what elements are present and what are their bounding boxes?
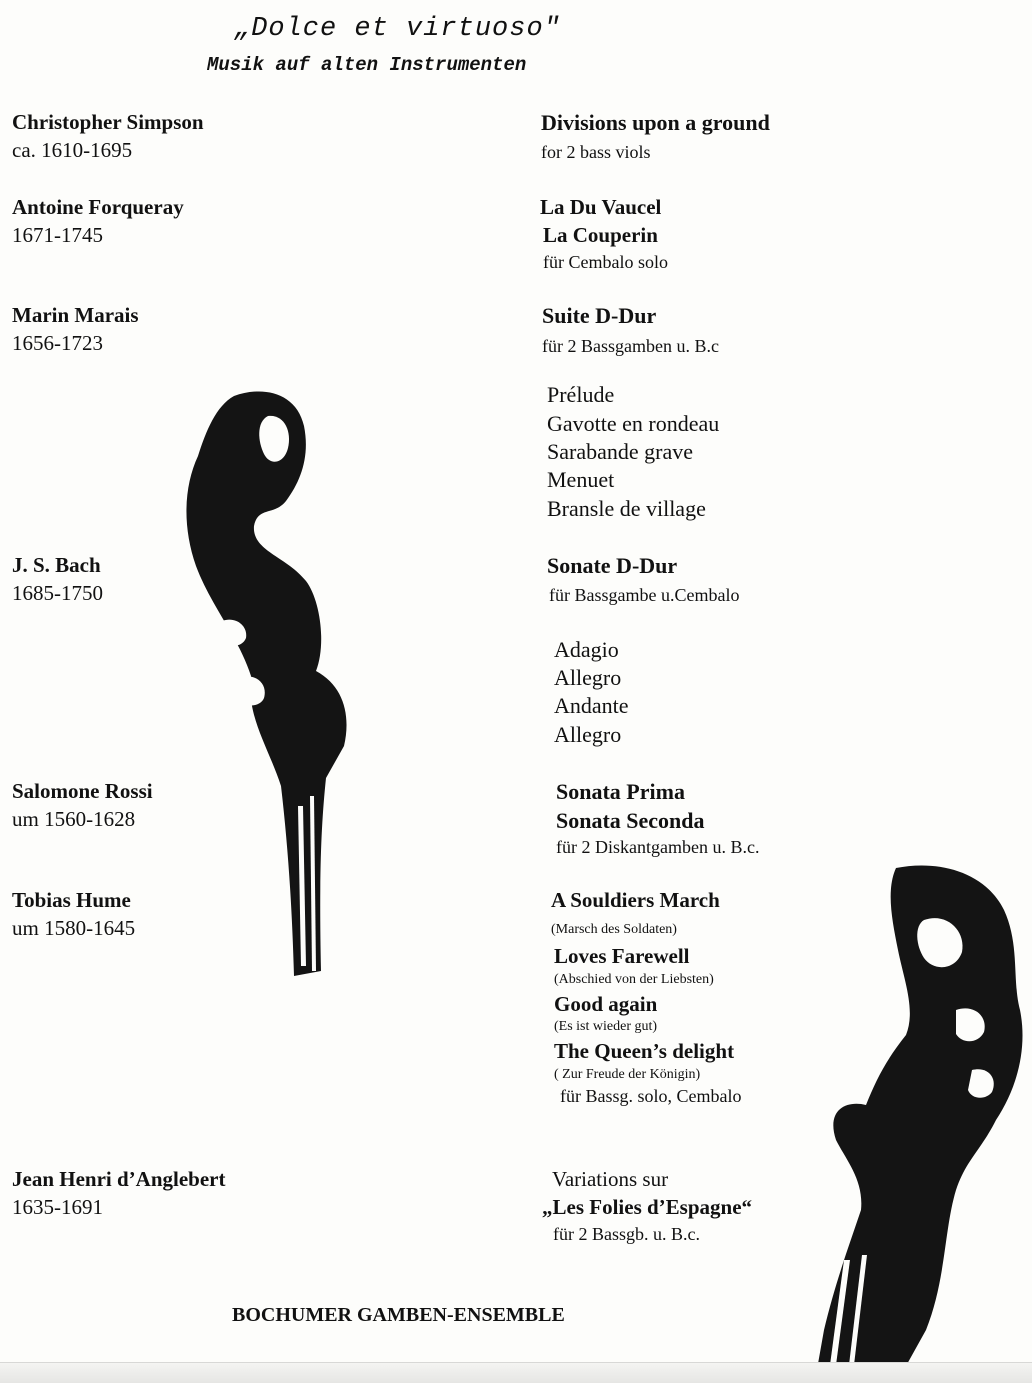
composer-name: Tobias Hume <box>12 888 131 912</box>
composer-dates: 1635-1691 <box>12 1195 103 1219</box>
program-title: „Dolce et virtuoso" <box>234 14 561 44</box>
movement: Allegro <box>554 722 622 747</box>
movement: Prélude <box>547 382 615 407</box>
composer-dates: 1656-1723 <box>12 331 103 355</box>
composer-name: Christopher Simpson <box>12 110 204 134</box>
work-scoring: für Cembalo solo <box>543 252 668 272</box>
work-note: ( Zur Freude der Königin) <box>554 1067 701 1082</box>
work-scoring: für 2 Bassgb. u. B.c. <box>553 1224 700 1244</box>
work-title: Sonate D-Dur <box>547 553 678 578</box>
movement: Sarabande grave <box>547 439 693 464</box>
movement: Andante <box>554 693 629 718</box>
composer-dates: um 1580-1645 <box>12 916 136 940</box>
program-subtitle: Musik auf alten Instrumenten <box>207 54 527 76</box>
work-title: Divisions upon a ground <box>541 110 770 135</box>
work-title: Good again <box>554 992 658 1016</box>
work-scoring: für 2 Diskantgamben u. B.c. <box>556 837 760 857</box>
work-title: Sonata Prima <box>556 779 685 804</box>
work-title: Sonata Seconda <box>556 808 705 833</box>
composer-dates: um 1560-1628 <box>12 807 136 831</box>
work-scoring: for 2 bass viols <box>541 142 651 162</box>
work-title: A Souldiers March <box>551 888 720 912</box>
movement: Adagio <box>554 637 619 662</box>
work-title: „Les Folies d’Espagne“ <box>542 1195 753 1219</box>
paper-fold <box>0 1362 1032 1383</box>
work-intro: Variations sur <box>552 1167 669 1191</box>
composer-dates: 1685-1750 <box>12 581 103 605</box>
work-title: Loves Farewell <box>554 944 690 968</box>
work-title: Suite D-Dur <box>542 303 657 328</box>
composer-dates: 1671-1745 <box>12 223 103 247</box>
viol-scroll-icon <box>806 860 1030 1380</box>
viol-scroll-icon <box>176 386 356 978</box>
composer-name: J. S. Bach <box>12 553 101 577</box>
composer-name: Marin Marais <box>12 303 139 327</box>
work-title: La Du Vaucel <box>540 195 662 219</box>
work-scoring: für Bassgambe u.Cembalo <box>549 585 740 605</box>
composer-name: Jean Henri d’Anglebert <box>12 1167 226 1191</box>
work-note: (Abschied von der Liebsten) <box>554 972 714 987</box>
composer-dates: ca. 1610-1695 <box>12 138 133 162</box>
work-scoring: für Bassg. solo, Cembalo <box>560 1086 742 1106</box>
movement: Allegro <box>554 665 622 690</box>
composer-name: Antoine Forqueray <box>12 195 184 219</box>
ensemble-name: BOCHUMER GAMBEN-ENSEMBLE <box>232 1304 565 1326</box>
work-note: (Es ist wieder gut) <box>554 1019 658 1034</box>
movement: Gavotte en rondeau <box>547 411 720 436</box>
movement: Menuet <box>547 467 615 492</box>
movement: Bransle de village <box>547 496 706 521</box>
work-scoring: für 2 Bassgamben u. B.c <box>542 336 719 356</box>
composer-name: Salomone Rossi <box>12 779 153 803</box>
work-title: The Queen’s delight <box>554 1039 735 1063</box>
work-note: (Marsch des Soldaten) <box>551 922 677 937</box>
work-title: La Couperin <box>543 223 658 247</box>
